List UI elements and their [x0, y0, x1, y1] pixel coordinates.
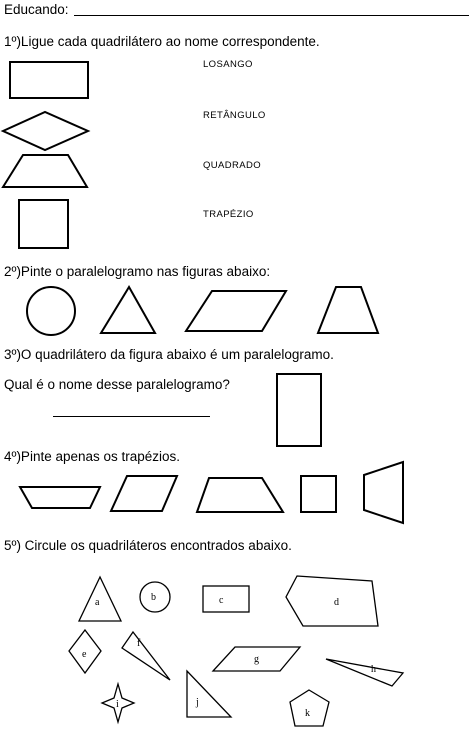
q2-prompt: 2º)Pinte o paralelogramo nas figuras abaixo: [4, 264, 271, 279]
q1-square-shape[interactable] [19, 200, 68, 248]
q5-triangle-j[interactable] [187, 671, 231, 717]
q5-letter-b: b [151, 592, 156, 603]
q5-letter-h: h [371, 664, 376, 675]
q5-letter-f: f [137, 638, 141, 649]
q4-parallelogram-shape[interactable] [111, 476, 177, 511]
student-label: Educando: [4, 2, 69, 17]
q4-trapezoid-shape-2[interactable] [197, 478, 283, 512]
name-losango: LOSANGO [203, 59, 253, 70]
q5-letter-k: k [305, 708, 310, 719]
q3-rectangle-shape[interactable] [277, 374, 321, 446]
q5-letter-a: a [95, 597, 100, 608]
q5-letter-c: c [219, 595, 224, 606]
q5-letter-e: e [82, 649, 87, 660]
q3-question: Qual é o nome desse paralelogramo? [4, 377, 230, 392]
q5-triangle-a[interactable] [79, 577, 121, 621]
q1-trapezoid-shape[interactable] [3, 155, 87, 187]
q2-trapezoid-shape[interactable] [318, 287, 378, 333]
q2-circle-shape[interactable] [27, 287, 75, 335]
name-retangulo: RETÂNGULO [203, 110, 266, 121]
q4-prompt: 4º)Pinte apenas os trapézios. [4, 449, 181, 464]
q5-letter-i: i [116, 699, 119, 710]
name-quadrado: QUADRADO [203, 160, 262, 171]
name-trapezio: TRAPÉZIO [203, 209, 254, 220]
q1-prompt: 1º)Ligue cada quadrilátero ao nome correspondente. [4, 34, 320, 49]
q5-polygon-d[interactable] [286, 576, 378, 626]
q5-triangle-h[interactable] [326, 659, 403, 686]
q1-rhombus-shape[interactable] [3, 112, 88, 150]
q4-trapezoid-shape-1[interactable] [20, 487, 100, 508]
q2-triangle-shape[interactable] [101, 287, 155, 333]
q1-rectangle-shape[interactable] [10, 62, 88, 98]
q3-prompt: 3º)O quadrilátero da figura abaixo é um paralelogramo. [4, 347, 334, 362]
q5-rectangle-c[interactable] [203, 586, 249, 612]
q5-letter-j: j [196, 697, 199, 708]
q5-letter-g: g [254, 654, 259, 665]
q5-triangle-f[interactable] [122, 632, 170, 680]
q4-trapezoid-shape-3[interactable] [364, 462, 403, 523]
q5-prompt: 5º) Circule os quadriláteros encontrados abaixo. [4, 538, 292, 553]
q2-parallelogram-shape[interactable] [186, 291, 286, 331]
q4-square-shape[interactable] [301, 476, 336, 512]
q5-letter-d: d [334, 597, 339, 608]
